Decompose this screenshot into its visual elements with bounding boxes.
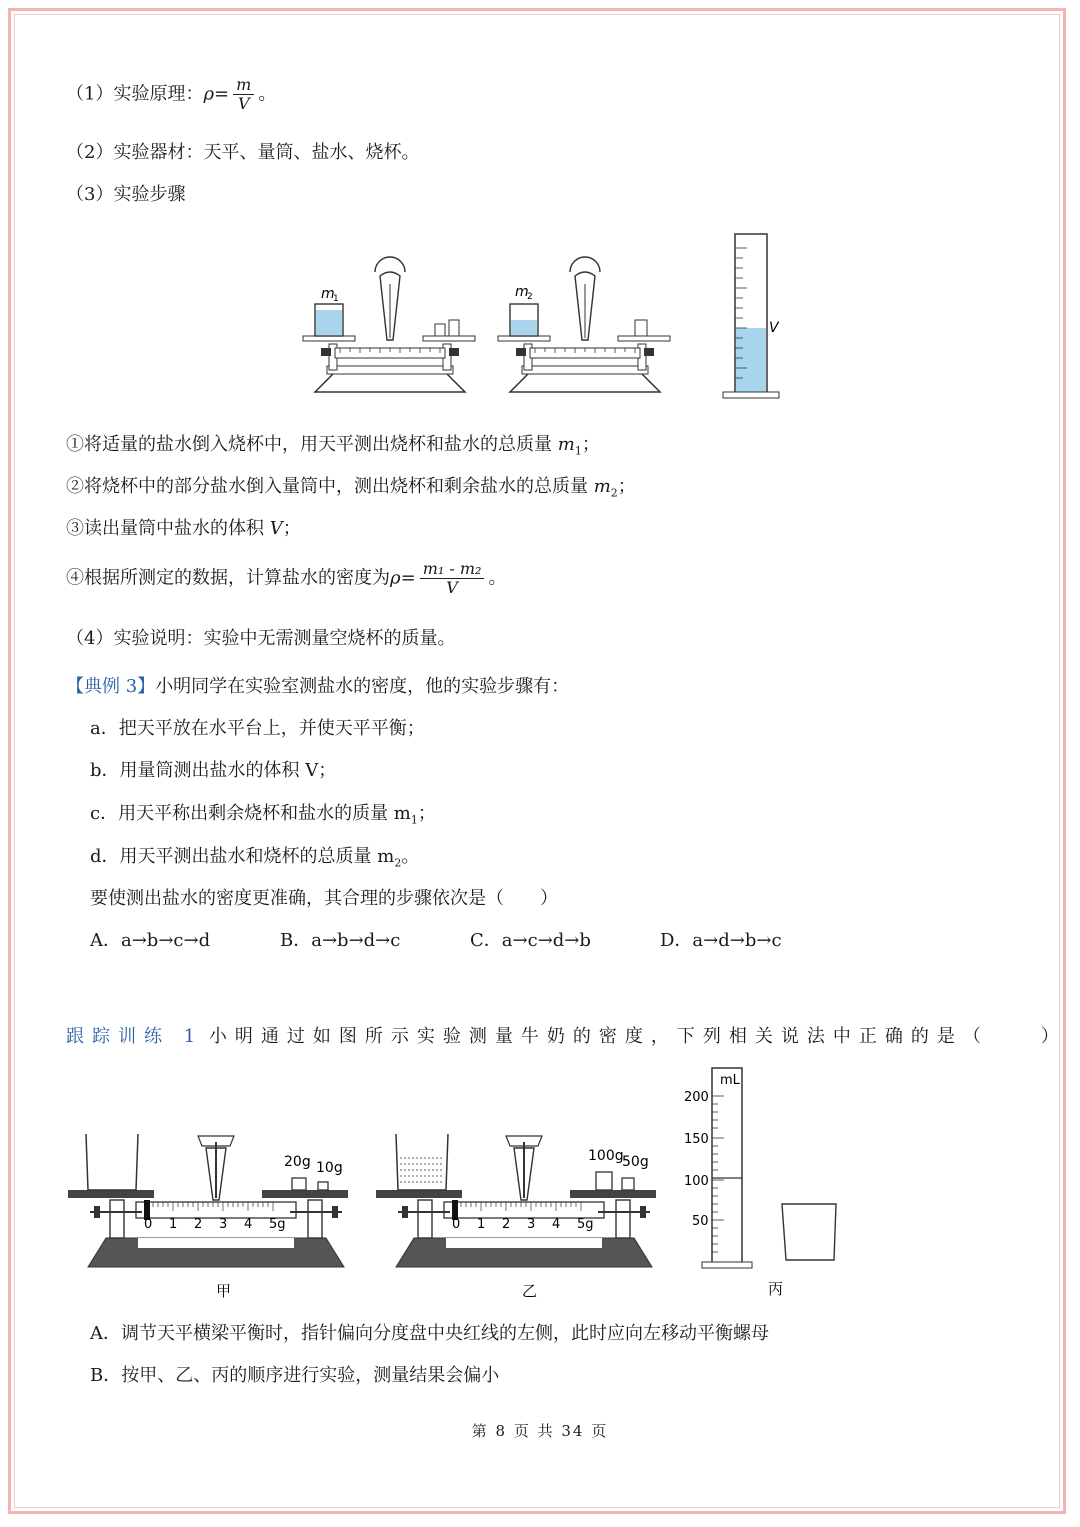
step-4-rho: ρ bbox=[390, 567, 401, 589]
example-step-c-sub: 1 bbox=[410, 813, 418, 827]
step-1-var: m bbox=[557, 434, 575, 455]
experiment-figure-1 bbox=[295, 228, 795, 404]
example-step-b: b．用量筒测出盐水的体积 V； bbox=[90, 760, 337, 781]
step-2 bbox=[66, 472, 636, 500]
example-step-a: a．把天平放在水平台上，并使天平平衡； bbox=[90, 718, 425, 739]
formula-denominator: V bbox=[237, 94, 250, 113]
principle-label: （1）实验原理： bbox=[66, 83, 204, 105]
example-3-tag: 【典例 3】 bbox=[66, 676, 156, 697]
scale-5g-yi: 5g bbox=[577, 1217, 594, 1232]
rho-symbol: ρ bbox=[203, 83, 215, 105]
training-1-stem bbox=[66, 1022, 1067, 1048]
scale-2-jia: 2 bbox=[194, 1217, 203, 1232]
weight-10g: 10g bbox=[316, 1160, 343, 1176]
step-4-formula bbox=[420, 560, 485, 597]
formula-numerator: m bbox=[233, 76, 254, 95]
scale-0-jia: 0 bbox=[144, 1217, 153, 1232]
example-step-d bbox=[90, 842, 419, 870]
example-options bbox=[90, 926, 850, 952]
weight-50g: 50g bbox=[622, 1154, 649, 1170]
step-4-eq: = bbox=[400, 567, 416, 589]
training-1-text: 小明通过如图所示实验测量牛奶的密度，下列相关说法中正确的是（ ） bbox=[208, 1026, 1067, 1047]
scale-1-yi: 1 bbox=[477, 1217, 486, 1232]
experiment-figure-2 bbox=[66, 1062, 846, 1308]
option-a[interactable]: A．a→b→c→d bbox=[90, 930, 211, 951]
weight-20g: 20g bbox=[284, 1154, 311, 1170]
training-1-tag: 跟踪训练 1 bbox=[66, 1026, 204, 1047]
step-4-numerator: m₁ - m₂ bbox=[420, 560, 485, 579]
option-c[interactable]: C．a→c→d→b bbox=[470, 930, 591, 951]
example-step-d-end: 。 bbox=[401, 846, 420, 867]
scale-0-yi: 0 bbox=[452, 1217, 461, 1232]
example-step-c-end: ； bbox=[417, 803, 436, 824]
experiment-note: （4）实验说明：实验中无需测量空烧杯的质量。 bbox=[66, 628, 456, 649]
example-step-c bbox=[90, 799, 436, 827]
step-2-end: ； bbox=[617, 476, 636, 497]
volume-label: V bbox=[769, 320, 779, 336]
equipment-line: （2）实验器材：天平、量筒、盐水、烧杯。 bbox=[66, 142, 420, 163]
m1-label: m bbox=[321, 286, 335, 302]
option-b[interactable]: B．a→b→d→c bbox=[280, 930, 401, 951]
step-4-denominator: V bbox=[446, 578, 458, 597]
label-bing: 丙 bbox=[768, 1280, 784, 1298]
weight-100g: 100g bbox=[588, 1148, 624, 1164]
example-step-d-text: d．用天平测出盐水和烧杯的总质量 m bbox=[90, 846, 395, 867]
step-2-sub: 2 bbox=[610, 486, 618, 500]
scale-2-yi: 2 bbox=[502, 1217, 511, 1232]
m2-sub: 2 bbox=[527, 292, 533, 302]
scale-4-yi: 4 bbox=[552, 1217, 561, 1232]
principle-line bbox=[66, 76, 276, 113]
step-1-end: ； bbox=[581, 434, 600, 455]
principle-end: 。 bbox=[258, 83, 277, 105]
example-question: 要使测出盐水的密度更准确，其合理的步骤依次是（ ） bbox=[90, 888, 558, 909]
step-4-text: ④根据所测定的数据，计算盐水的密度为 bbox=[66, 567, 390, 589]
step-1-sub: 1 bbox=[574, 444, 582, 458]
step-4 bbox=[66, 560, 506, 597]
example-step-c-text: c．用天平称出剩余烧杯和盐水的质量 m bbox=[90, 803, 411, 824]
m1-sub: 1 bbox=[333, 294, 339, 304]
step-1-text: ①将适量的盐水倒入烧杯中，用天平测出烧杯和盐水的总质量 bbox=[66, 434, 558, 455]
example-step-d-sub: 2 bbox=[394, 856, 402, 870]
step-2-text: ②将烧杯中的部分盐水倒入量筒中，测出烧杯和剩余盐水的总质量 bbox=[66, 476, 594, 497]
example-3-text: 小明同学在实验室测盐水的密度，他的实验步骤有： bbox=[155, 676, 570, 697]
scale-3-yi: 3 bbox=[527, 1217, 536, 1232]
density-formula bbox=[233, 76, 254, 113]
step-1 bbox=[66, 430, 600, 458]
example-3-stem bbox=[66, 672, 569, 698]
page-footer: 第 8 页 共 34 页 bbox=[471, 1422, 609, 1440]
label-yi: 乙 bbox=[522, 1282, 538, 1300]
equals-sign: = bbox=[214, 83, 230, 105]
cylinder-100: 100 bbox=[684, 1174, 709, 1189]
scale-3-jia: 3 bbox=[219, 1217, 228, 1232]
steps-title: （3）实验步骤 bbox=[66, 184, 186, 205]
answer-b[interactable]: B．按甲、乙、丙的顺序进行实验，测量结果会偏小 bbox=[90, 1365, 500, 1386]
cylinder-150: 150 bbox=[684, 1132, 709, 1147]
step-3-text: ③读出量筒中盐水的体积 bbox=[66, 518, 270, 539]
scale-5g-jia: 5g bbox=[269, 1217, 286, 1232]
step-3 bbox=[66, 514, 301, 540]
cylinder-unit: mL bbox=[720, 1073, 740, 1088]
cylinder-50: 50 bbox=[692, 1214, 709, 1229]
label-jia: 甲 bbox=[216, 1282, 232, 1300]
m2-label: m bbox=[515, 284, 529, 300]
cylinder-200: 200 bbox=[684, 1090, 709, 1105]
scale-1-jia: 1 bbox=[169, 1217, 178, 1232]
option-d[interactable]: D．a→d→b→c bbox=[660, 930, 782, 951]
scale-4-jia: 4 bbox=[244, 1217, 253, 1232]
step-3-var: V bbox=[269, 518, 283, 539]
step-2-var: m bbox=[593, 476, 611, 497]
step-4-end: 。 bbox=[488, 567, 507, 589]
answer-a[interactable]: A．调节天平横梁平衡时，指针偏向分度盘中央红线的左侧，此时应向左移动平衡螺母 bbox=[90, 1323, 769, 1344]
step-3-end: ； bbox=[282, 518, 301, 539]
